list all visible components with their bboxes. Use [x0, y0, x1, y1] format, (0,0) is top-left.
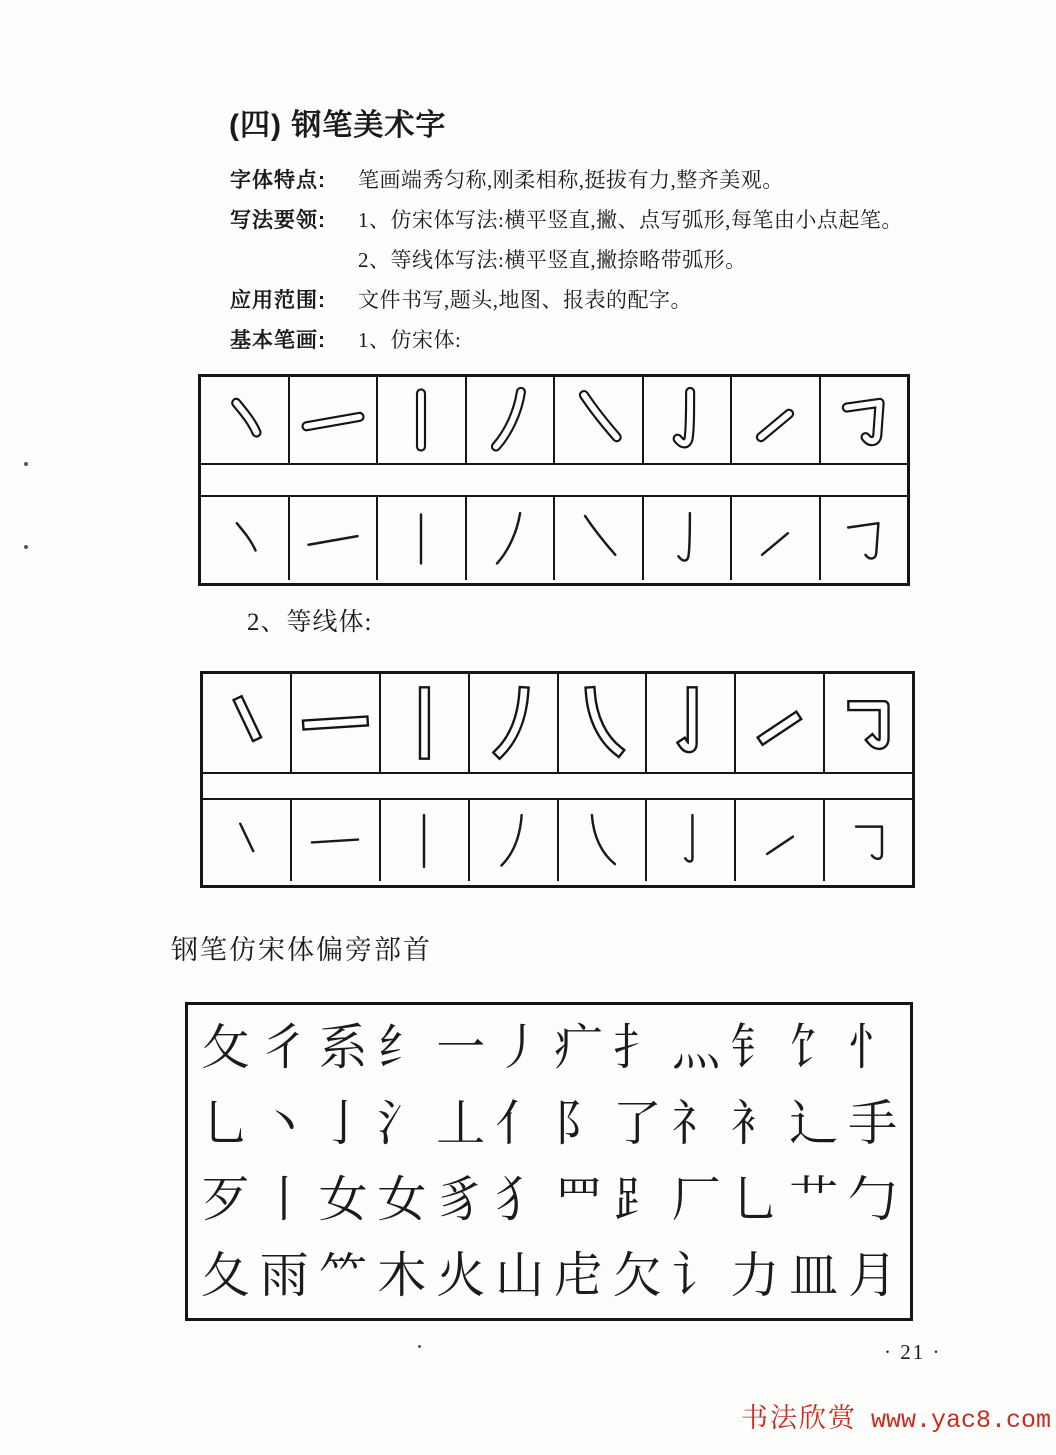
stroke-cell-dian	[203, 674, 292, 772]
radical-cell-r4-c12: 月	[848, 1248, 898, 1304]
radical-cell-r2-c4: 氵	[377, 1095, 427, 1151]
stroke-row-dengxian-outline	[203, 674, 912, 772]
radical-cell-r2-c6: 亻	[495, 1095, 545, 1151]
radicals-grid	[185, 1002, 913, 1321]
stroke-na-outline-icon	[559, 381, 637, 459]
radical-cell-r3-c11: 艹	[789, 1172, 839, 1228]
radical-cell-r4-c10: 力	[730, 1248, 780, 1304]
radical-cell-r1-c4: 纟	[377, 1019, 427, 1075]
watermark-url: www.yac8.com	[871, 1406, 1052, 1435]
stroke-shu-outline-icon	[382, 381, 460, 459]
stroke-henggou-outline-icon	[825, 679, 912, 767]
intro-lines	[230, 170, 940, 370]
radical-cell-r4-c6: 山	[495, 1248, 545, 1304]
stroke-cell-ti	[736, 800, 825, 881]
stroke-cell-shugou	[644, 377, 733, 463]
intro-line	[230, 170, 940, 191]
stroke-ti-outline-icon	[736, 679, 823, 767]
stroke-dian-solid-icon	[210, 805, 282, 877]
stroke-cell-ti	[732, 497, 821, 580]
stroke-cell-heng	[292, 800, 381, 881]
intro-line	[230, 330, 940, 351]
stroke-henggou-solid-icon	[833, 805, 905, 877]
stroke-pie-solid-icon	[477, 805, 549, 877]
stroke-cell-henggou	[825, 800, 912, 881]
radical-cell-r1-c11: 饣	[789, 1019, 839, 1075]
stroke-heng-solid-icon	[297, 503, 369, 575]
radical-cell-r1-c3: 系	[318, 1019, 368, 1075]
radical-cell-r3-c7: 罒	[553, 1172, 603, 1228]
stroke-cell-pie	[470, 800, 559, 881]
stroke-shugou-outline-icon	[648, 381, 726, 459]
radical-cell-r4-c7: 虍	[553, 1248, 603, 1304]
stroke-cell-heng	[292, 674, 381, 772]
stroke-cell-shugou	[647, 674, 736, 772]
scan-speck	[418, 1345, 421, 1348]
radical-cell-r4-c5: 火	[436, 1248, 486, 1304]
stroke-table-fangsong	[198, 374, 910, 586]
radical-cell-r2-c10: 衤	[730, 1095, 780, 1151]
radical-cell-r4-c1: 夂	[200, 1248, 250, 1304]
stroke-na-solid-icon	[562, 503, 634, 575]
stroke-na-outline-icon	[559, 679, 646, 767]
stroke-cell-dian	[203, 800, 292, 881]
stroke-henggou-outline-icon	[825, 381, 903, 459]
stroke-shugou-solid-icon	[655, 805, 727, 877]
radical-cell-r1-c5: 一	[436, 1019, 486, 1075]
stroke-shu-outline-icon	[381, 679, 468, 767]
radical-cell-r3-c9: 厂	[671, 1172, 721, 1228]
radical-cell-r2-c9: 礻	[671, 1095, 721, 1151]
radical-cell-r1-c12: 忄	[848, 1019, 898, 1075]
intro-line-label: 字体特点:	[230, 169, 326, 192]
stroke-pie-outline-icon	[471, 381, 549, 459]
stroke-cell-pie	[467, 377, 556, 463]
radical-cell-r3-c3: 女	[318, 1172, 368, 1228]
stroke-cell-shugou	[647, 800, 736, 881]
stroke-ti-outline-icon	[736, 381, 814, 459]
stroke-table-spacer-band	[203, 772, 912, 800]
intro-line-text: 文件书写,题头,地图、报表的配字。	[358, 288, 692, 312]
page-number: · 21 ·	[884, 1340, 942, 1364]
stroke-shu-solid-icon	[385, 503, 457, 575]
watermark-site-name: 书法欣赏	[741, 1403, 857, 1433]
stroke-cell-ti	[736, 674, 825, 772]
radical-cell-r3-c5: 豸	[436, 1172, 486, 1228]
intro-line	[230, 250, 940, 271]
stroke-dian-outline-icon	[205, 381, 283, 459]
stroke-cell-pie	[470, 674, 559, 772]
intro-line-text: 笔画端秀匀称,刚柔相称,挺拔有力,整齐美观。	[358, 168, 784, 192]
stroke-cell-shu	[378, 497, 467, 580]
stroke-cell-na	[559, 674, 648, 772]
stroke-na-solid-icon	[566, 805, 638, 877]
stroke-pie-outline-icon	[470, 679, 557, 767]
radical-cell-r2-c11: 辶	[789, 1095, 839, 1151]
intro-line-label: 应用范围:	[230, 289, 326, 312]
radical-cell-r1-c8: 扌	[612, 1019, 662, 1075]
radical-cell-r2-c7: 阝	[553, 1095, 603, 1151]
stroke-heng-solid-icon	[299, 805, 371, 877]
radical-cell-r3-c4: 女	[377, 1172, 427, 1228]
stroke-row-dengxian-solid	[203, 800, 912, 881]
stroke-heng-outline-icon	[294, 381, 372, 459]
stroke-dian-solid-icon	[208, 503, 280, 575]
stroke-cell-na	[559, 800, 648, 881]
radical-cell-r3-c2: 丨	[259, 1172, 309, 1228]
radical-cell-r3-c10: 乚	[730, 1172, 780, 1228]
radical-cell-r2-c8: 了	[612, 1095, 662, 1151]
stroke-shugou-solid-icon	[651, 503, 723, 575]
radical-cell-r1-c7: 疒	[553, 1019, 603, 1075]
radical-cell-r4-c11: 皿	[789, 1248, 839, 1304]
dengxian-heading: 2、等线体:	[247, 609, 373, 636]
radical-cell-r3-c6: 犭	[495, 1172, 545, 1228]
radical-cell-r1-c2: 彳	[259, 1019, 309, 1075]
stroke-cell-heng	[290, 497, 379, 580]
radical-cell-r3-c1: 歹	[200, 1172, 250, 1228]
stroke-dian-outline-icon	[203, 679, 290, 767]
stroke-pie-solid-icon	[474, 503, 546, 575]
intro-line-text: 1、仿宋体写法:横平竖直,撇、点写弧形,每笔由小点起笔。	[358, 208, 903, 232]
radical-cell-r4-c8: 欠	[612, 1248, 662, 1304]
stroke-cell-pie	[467, 497, 556, 580]
radical-cell-r1-c10: 钅	[730, 1019, 780, 1075]
stroke-cell-shu	[381, 800, 470, 881]
watermark	[741, 1396, 1051, 1435]
page-title: (四) 钢笔美术字	[229, 109, 447, 142]
radical-cell-r1-c9: 灬	[671, 1019, 721, 1075]
radical-cell-r2-c12: 手	[848, 1095, 898, 1151]
stroke-shu-solid-icon	[388, 805, 460, 877]
radical-cell-r1-c6: 丿	[495, 1019, 545, 1075]
scan-speck	[24, 462, 28, 466]
stroke-cell-henggou	[825, 674, 912, 772]
stroke-cell-shu	[381, 674, 470, 772]
radical-cell-r2-c5: 丄	[436, 1095, 486, 1151]
stroke-table-spacer-band	[201, 463, 907, 497]
radicals-section-title: 钢笔仿宋体偏旁部首	[171, 935, 432, 965]
stroke-cell-na	[555, 377, 644, 463]
intro-line	[230, 290, 940, 311]
stroke-row-fangsong-outline	[201, 377, 907, 463]
stroke-ti-solid-icon	[739, 503, 811, 575]
stroke-cell-na	[555, 497, 644, 580]
stroke-row-fangsong-solid	[201, 497, 907, 580]
radical-cell-r3-c8: ⻊	[612, 1172, 662, 1228]
radical-cell-r1-c1: 攵	[200, 1019, 250, 1075]
stroke-table-dengxian	[200, 671, 915, 888]
intro-line-text: 2、等线体写法:横平竖直,撇捺略带弧形。	[358, 248, 747, 272]
stroke-cell-ti	[732, 377, 821, 463]
intro-line-label: 写法要领:	[230, 209, 326, 232]
intro-line-label: 基本笔画:	[230, 329, 326, 352]
radical-cell-r4-c4: 木	[377, 1248, 427, 1304]
intro-line-text: 1、仿宋体:	[358, 328, 462, 352]
stroke-shugou-outline-icon	[647, 679, 734, 767]
stroke-ti-solid-icon	[744, 805, 816, 877]
radical-cell-r2-c1: 乚	[200, 1095, 250, 1151]
stroke-cell-henggou	[821, 497, 908, 580]
radical-cell-r2-c2: 丶	[259, 1095, 309, 1151]
scan-speck	[24, 545, 28, 549]
stroke-cell-henggou	[821, 377, 908, 463]
stroke-henggou-solid-icon	[828, 503, 900, 575]
radical-cell-r3-c12: 勹	[848, 1172, 898, 1228]
radical-cell-r4-c9: 讠	[671, 1248, 721, 1304]
radical-cell-r4-c3: ⺮	[318, 1248, 368, 1304]
stroke-cell-dian	[201, 497, 290, 580]
intro-line	[230, 210, 940, 231]
radical-cell-r4-c2: 雨	[259, 1248, 309, 1304]
stroke-cell-dian	[201, 377, 290, 463]
radical-cell-r2-c3: 亅	[318, 1095, 368, 1151]
stroke-cell-shu	[378, 377, 467, 463]
stroke-heng-outline-icon	[292, 679, 379, 767]
stroke-cell-heng	[290, 377, 379, 463]
stroke-cell-shugou	[644, 497, 733, 580]
